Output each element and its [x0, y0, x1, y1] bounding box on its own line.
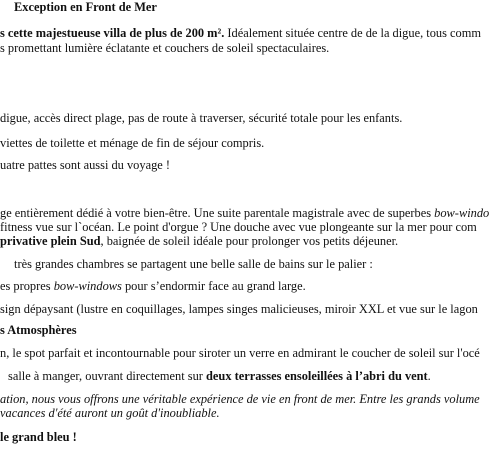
wellbeing-paragraph-line-3	[0, 234, 398, 249]
design-decor-line: sign dépaysant (lustre en coquillages, lampes singes malicieuses, miroir XXL et vue sur le lagon	[0, 302, 478, 316]
wellbeing-text: ge entièrement dédié à votre bien-être. Une suite parentale magistrale avec de superbes	[0, 206, 435, 220]
section-heading-exception: Exception en Front de Mer	[14, 0, 157, 14]
bow-windows-italic: bow-windo	[434, 206, 489, 220]
bedrooms-intro-line: très grandes chambres se partagent une belle salle de bains sur le palier :	[14, 257, 373, 271]
linen-cleaning-line: viettes de toilette et ménage de fin de séjour compris.	[0, 136, 265, 150]
bedrooms-text-a: es propres	[0, 279, 54, 293]
wellbeing-paragraph-line-2: fitness vue sur l`océan. Le point d'orgue ? Une douche avec vue plongeante sur la mer pour com	[0, 220, 477, 234]
bow-windows-italic-2: bow-windows	[53, 279, 122, 293]
section-heading-atmospheres: s Atmosphères	[0, 323, 77, 337]
sunset-spot-line: n, le spot parfait et incontournable pour siroter un verre en admirant le coucher de soleil sur l'océ	[0, 346, 480, 360]
location-text: Idéalement située centre de de la digue, tous comm	[224, 26, 481, 40]
intro-paragraph-line-1	[0, 26, 481, 41]
intro-paragraph-line-2: s promettant lumière éclatante et couchers de soleil spectaculaires.	[0, 41, 330, 55]
private-south-highlight: privative plein Sud	[0, 234, 101, 248]
dining-period: .	[427, 369, 431, 383]
sunny-terrace-text: , baignée de soleil idéale pour prolonger vos petits déjeuner.	[100, 234, 399, 248]
wellbeing-paragraph-line-1	[0, 206, 489, 221]
closing-paragraph-line-2: vacances d'été auront un goût d'inoubliable.	[0, 406, 220, 420]
terraces-highlight: deux terrasses ensoleillées à l’abri du vent	[206, 369, 428, 383]
beach-access-line: digue, accès direct plage, pas de route à traverser, sécurité totale pour les enfants.	[0, 111, 403, 125]
dining-room-line	[8, 369, 431, 384]
bedrooms-text-b: pour s’endormir face au grand large.	[121, 279, 306, 293]
closing-paragraph-line-1: ation, nous vous offrons une véritable expérience de vie en front de mer. Entre les grands volume	[0, 392, 480, 406]
pets-allowed-line: uatre pattes sont aussi du voyage !	[0, 158, 170, 172]
villa-size-highlight: s cette majestueuse villa de plus de 200 m².	[0, 26, 225, 40]
closing-heading: le grand bleu !	[0, 430, 77, 444]
bedrooms-bow-windows-line	[0, 279, 306, 294]
dining-text: salle à manger, ouvrant directement sur	[8, 369, 207, 383]
